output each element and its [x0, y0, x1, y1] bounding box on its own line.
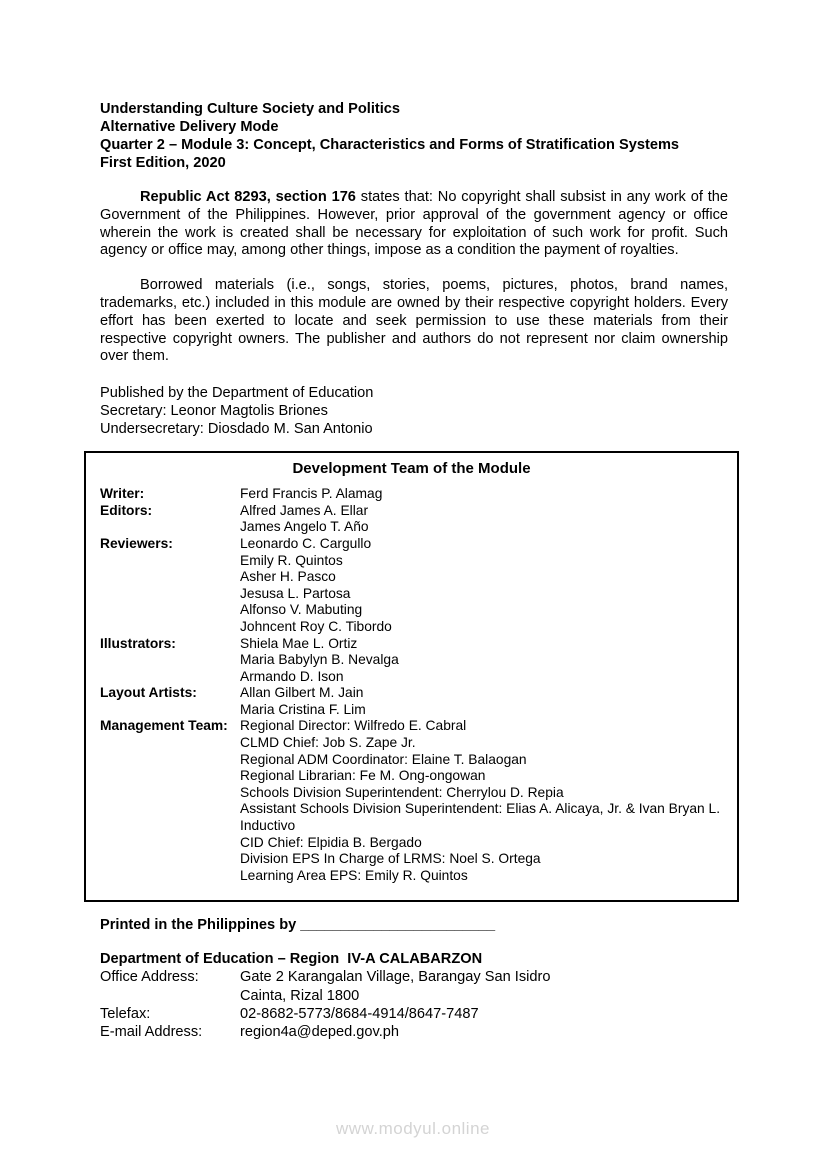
development-team-row-label: Management Team:	[100, 718, 228, 734]
development-team-row-label: Layout Artists:	[100, 685, 197, 701]
contact-row-values	[240, 1023, 728, 1041]
development-team-row-value-line: Asher H. Pasco	[240, 569, 336, 585]
development-team-row-value-line: Schools Division Superintendent: Cherrylou D. Repia	[240, 784, 564, 800]
printed-in-philippines-label: Printed in the Philippines by	[100, 917, 301, 934]
borrowed-materials-paragraph	[100, 277, 728, 366]
development-team-row	[100, 486, 723, 503]
development-team-row-value-line: Alfred James A. Ellar	[240, 502, 369, 518]
development-team-row-value-line: Leonardo C. Cargullo	[240, 535, 372, 551]
development-team-row-value-line: Alfonso V. Mabuting	[240, 602, 363, 618]
publisher-line: Secretary: Leonor Magtolis Briones	[100, 403, 328, 420]
printed-by-blank-line: ________________________	[300, 917, 496, 934]
development-team-row-value-line: Allan Gilbert M. Jain	[240, 685, 364, 701]
publisher-block	[100, 384, 728, 438]
republic-act-bold-lead: Republic Act 8293, section 176	[140, 189, 356, 205]
contact-row	[100, 1023, 728, 1041]
development-team-row-values	[240, 503, 723, 536]
contact-row-values	[240, 968, 728, 1004]
development-team-row-value-line: Emily R. Quintos	[240, 552, 343, 568]
publisher-line: Published by the Department of Education	[100, 385, 374, 402]
contact-row-value-line: 02-8682-5773/8684-4914/8647-7487	[240, 1005, 479, 1022]
development-team-row	[100, 685, 723, 718]
contact-row-label: Telefax:	[100, 1005, 151, 1022]
development-team-row-value-line: Shiela Mae L. Ortiz	[240, 635, 358, 651]
development-team-row-value-line: Assistant Schools Division Superintendent: Elias A. Alicaya, Jr. & Ivan Bryan L. Inductivo	[240, 801, 721, 834]
development-team-row-label: Writer:	[100, 486, 145, 502]
printed-in-philippines-line	[100, 916, 728, 934]
development-team-row-values	[240, 536, 723, 636]
development-team-row	[100, 536, 723, 636]
contact-row	[100, 968, 728, 1004]
module-title-line: Understanding Culture Society and Politics	[100, 101, 401, 117]
page-content	[100, 100, 728, 1041]
development-team-row-value-line: Jesusa L. Partosa	[240, 585, 351, 601]
development-team-row-value-line: Armando D. Ison	[240, 668, 344, 684]
department-region-heading: Department of Education – Region IV-A CALABARZON	[100, 951, 483, 968]
contact-row-value-line: region4a@deped.gov.ph	[240, 1024, 399, 1041]
development-team-row-value-line: Johncent Roy C. Tibordo	[240, 618, 392, 634]
module-title-line: Quarter 2 – Module 3: Concept, Characteristics and Forms of Stratification Systems	[100, 137, 680, 153]
development-team-row-value-line: Maria Babylyn B. Nevalga	[240, 652, 399, 668]
development-team-row	[100, 503, 723, 536]
module-title-line: First Edition, 2020	[100, 155, 226, 171]
development-team-row-value-line: CID Chief: Elpidia B. Bergado	[240, 834, 422, 850]
contact-row	[100, 1005, 728, 1023]
development-team-row-value-line: Maria Cristina F. Lim	[240, 701, 366, 717]
development-team-row-label: Reviewers:	[100, 535, 173, 551]
copyright-notice-paragraph	[100, 189, 728, 260]
development-team-row-value-line: Ferd Francis P. Alamag	[240, 486, 383, 502]
module-title-line: Alternative Delivery Mode	[100, 119, 279, 135]
development-team-row-value-line: Learning Area EPS: Emily R. Quintos	[240, 867, 468, 883]
development-team-row	[100, 718, 723, 884]
development-team-row-values	[240, 718, 723, 884]
development-team-row-values	[240, 486, 723, 503]
contact-row-label: E-mail Address:	[100, 1024, 203, 1041]
contact-row-value-line: Gate 2 Karangalan Village, Barangay San Isidro	[240, 969, 551, 986]
borrowed-materials-text: Borrowed materials (i.e., songs, stories, poems, pictures, photos, brand names, trademarks, etc.) included in this module are owned by their respective copyright holders. Every effort has been exerted to locate and seek permission to use these materials from their respective copyright owners. The publisher and authors do not represent nor claim ownership over them.	[100, 277, 728, 365]
development-team-row-label: Illustrators:	[100, 635, 176, 651]
development-team-row-label: Editors:	[100, 502, 153, 518]
development-team-row-value-line: Regional Librarian: Fe M. Ong-ongowan	[240, 768, 486, 784]
copyright-notice-text: states that: No copyright shall subsist in any work of the Government of the Philippines. However, prior approval of the government agency or office wherein the work is created shall be necessary for exploitation of such work for profit. Such agency or office may, among other things, impose as a condition the payment of royalties.	[100, 189, 728, 259]
development-team-row-values	[240, 685, 723, 718]
development-team-row-value-line: CLMD Chief: Job S. Zape Jr.	[240, 735, 416, 751]
watermark-text: www.modyul.online	[335, 1119, 490, 1138]
contact-row-values	[240, 1005, 728, 1023]
development-team-box	[84, 451, 739, 902]
publisher-line: Undersecretary: Diosdado M. San Antonio	[100, 421, 373, 438]
contact-info-rows	[100, 968, 728, 1041]
development-team-row-value-line: Regional Director: Wilfredo E. Cabral	[240, 718, 467, 734]
development-team-rows	[100, 486, 723, 884]
contact-row-label: Office Address:	[100, 969, 199, 986]
development-team-row-value-line: James Angelo T. Año	[240, 519, 369, 535]
development-team-row-values	[240, 636, 723, 686]
development-team-row	[100, 636, 723, 686]
development-team-row-value-line: Regional ADM Coordinator: Elaine T. Balaogan	[240, 751, 527, 767]
module-title-block	[100, 100, 728, 172]
development-team-title: Development Team of the Module	[292, 460, 531, 478]
contact-row-value-line: Cainta, Rizal 1800	[240, 987, 360, 1004]
development-team-row-value-line: Division EPS In Charge of LRMS: Noel S. Ortega	[240, 851, 541, 867]
